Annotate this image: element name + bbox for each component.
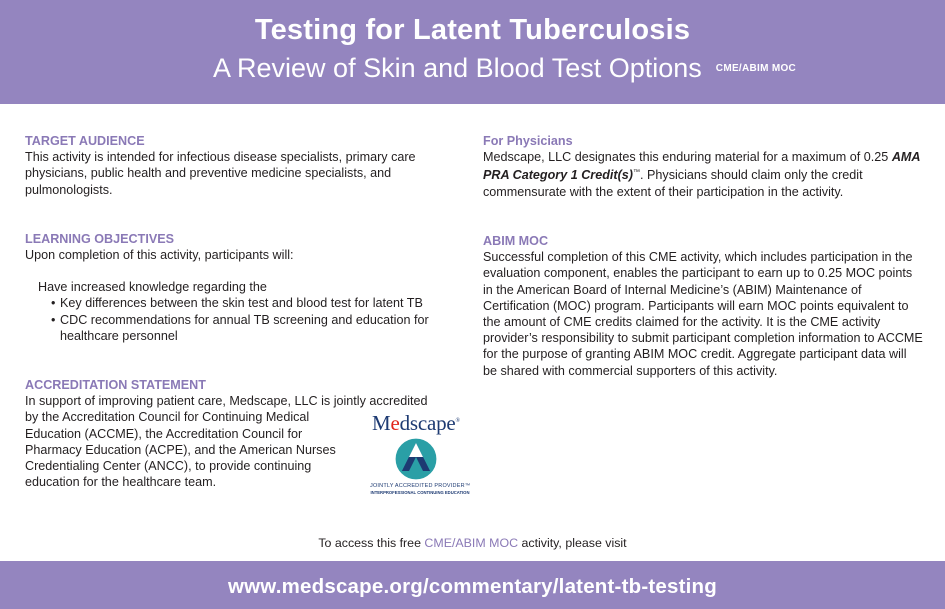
logo-text-m: M — [372, 411, 391, 435]
ama-credit-text: AMA PRA Category 1 Credit(s) — [483, 150, 921, 183]
logo-text-rest: dscape — [399, 411, 456, 435]
abim-moc-heading: ABIM MOC — [483, 234, 549, 248]
subtitle-row — [213, 53, 796, 84]
right-column — [483, 133, 923, 379]
medscape-logo-block — [370, 411, 470, 503]
learning-objectives-heading: LEARNING OBJECTIVES — [25, 231, 175, 246]
jointly-accredited-label: JOINTLY ACCREDITED PROVIDER™ — [370, 483, 471, 489]
activity-url-link[interactable]: www.medscape.org/commentary/latent-tb-testing — [228, 575, 717, 598]
header-banner — [0, 0, 945, 104]
page-subtitle: A Review of Skin and Blood Test Options — [213, 53, 702, 83]
target-audience-heading: TARGET AUDIENCE — [25, 134, 145, 148]
cme-badge: CME/ABIM MOC — [715, 63, 797, 74]
target-audience-text: This activity is intended for infectious disease specialists, primary care physicians, public health and preventive medicine specialists, and pulmonologists. — [25, 150, 416, 197]
access-text-before: To access this free — [318, 536, 425, 550]
medscape-logo — [372, 411, 460, 436]
for-physicians-text-before: Medscape, LLC designates this enduring material for a maximum of 0.25 — [483, 150, 892, 165]
logo-text-e: e — [390, 411, 400, 435]
learning-objectives-sub-intro: Have increased knowledge regarding the — [38, 280, 267, 295]
accreditation-text-line1: In support of improving patient care, Medscape, LLC is jointly accredited — [25, 394, 428, 409]
access-text-after: activity, please visit — [518, 536, 627, 550]
abim-moc-text: Successful completion of this CME activity, which includes participation in the evaluation component, enables the participant to earn up to 0.25 MOC points in the American Board of Internal Medicine’s (ABIM) Maintenance of Certification (MOC) program. Participants will earn MOC points equivalent to the amount of CME credits claimed for the activity. It is the CME activity provider’s responsibility to submit participant completion information to ACCME for the purpose of granting ABIM MOC credit. Aggregate participant data will be shared with commercial supporters of this activity. — [483, 250, 923, 378]
footer-banner — [0, 561, 945, 609]
credit-trademark: ™ — [633, 169, 640, 177]
for-physicians-heading: For Physicians — [483, 134, 573, 148]
objectives-list — [52, 295, 445, 344]
accreditation-text: by the Accreditation Council for Continuing Medical Education (ACCME), the Accreditation Council for Pharmacy Education (ACPE), and the American Nurses Credentialing Center (ANCC), to provide continuing education for the healthcare team. — [25, 410, 336, 490]
target-audience-section — [25, 133, 445, 198]
for-physicians-section — [483, 133, 923, 200]
list-item: • Key differences between the skin test and blood test for latent TB — [52, 295, 445, 311]
for-physicians-text — [483, 149, 923, 200]
interprofessional-label: INTERPROFESSIONAL CONTINUING EDUCATION — [370, 490, 470, 495]
accreditation-heading: ACCREDITATION STATEMENT — [25, 378, 206, 393]
logo-trademark: ® — [455, 418, 460, 424]
cme-abim-moc-link[interactable]: CME/ABIM MOC — [424, 536, 519, 550]
abim-moc-section — [483, 233, 923, 379]
access-instructions — [0, 536, 945, 550]
jointly-accredited-icon — [394, 437, 438, 481]
learning-objectives-intro: Upon completion of this activity, participants will: — [25, 248, 294, 263]
page-title: Testing for Latent Tuberculosis — [254, 14, 691, 46]
for-physicians-text-after: . Physicians should claim only the credit commensurate with the extent of their participation in the activity. — [483, 168, 863, 199]
learning-objectives-section — [25, 231, 445, 344]
list-item: • CDC recommendations for annual TB screening and education for healthcare personnel — [52, 312, 445, 344]
